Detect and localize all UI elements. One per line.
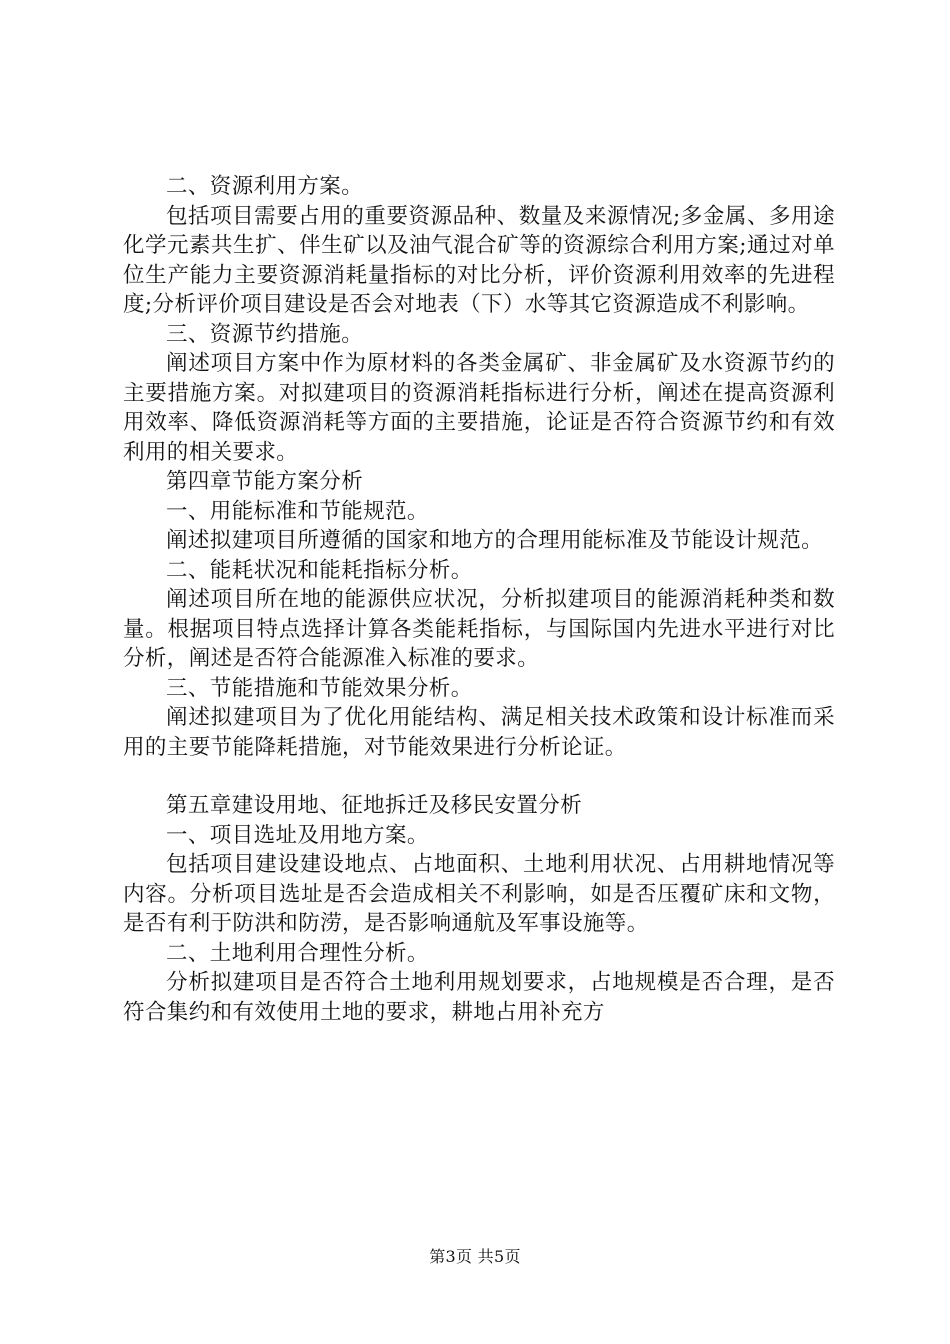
section-heading-land-use: 二、土地利用合理性分析。 (166, 940, 429, 966)
section-heading-resource-saving: 三、资源节约措施。 (166, 321, 364, 347)
paragraph-land-use: 分析拟建项目是否符合土地利用规划要求，占地规模是否合理，是否符合集约和有效使用土地的要求，耕地占用补充方 (123, 970, 835, 1025)
section-heading-energy-measures: 三、节能措施和节能效果分析。 (166, 675, 473, 701)
section-heading-energy-standards: 一、用能标准和节能规范。 (166, 498, 429, 524)
paragraph-energy-consumption: 阐述项目所在地的能源供应状况，分析拟建项目的能源消耗种类和数量。根据项目特点选择计算各类能耗指标，与国际国内先进水平进行对比分析，阐述是否符合能源准入标准的要求。 (123, 587, 835, 671)
section-heading-energy-consumption: 二、能耗状况和能耗指标分析。 (166, 557, 473, 583)
chapter-heading-4: 第四章节能方案分析 (166, 469, 364, 494)
paragraph-energy-measures: 阐述拟建项目为了优化用能结构、满足相关技术政策和设计标准而采用的主要节能降耗措施，对节能效果进行分析论证。 (123, 705, 835, 760)
document-body (123, 172, 835, 1027)
paragraph-resource-use: 包括项目需要占用的重要资源品种、数量及来源情况;多金属、多用途化学元素共生扩、伴生矿以及油气混合矿等的资源综合利用方案;通过对单位生产能力主要资源消耗量指标的对比分析，评价资源利用效率的先进程度;分析评价项目建设是否会对地表（下）水等其它资源造成不利影响。 (123, 203, 835, 317)
page-number-footer: 第3页 共5页 (429, 1247, 521, 1266)
chapter-heading-5: 第五章建设用地、征地拆迁及移民安置分析 (166, 793, 583, 818)
paragraph-energy-standards: 阐述拟建项目所遵循的国家和地方的合理用能标准及节能设计规范。 (166, 528, 824, 553)
section-heading-site-selection: 一、项目选址及用地方案。 (166, 822, 429, 848)
section-heading-resource-use: 二、资源利用方案。 (166, 174, 364, 199)
paragraph-resource-saving: 阐述项目方案中作为原材料的各类金属矿、非金属矿及水资源节约的主要措施方案。对拟建项目的资源消耗指标进行分析，阐述在提高资源利用效率、降低资源消耗等方面的主要措施，论证是否符合资源节约和有效利用的相关要求。 (123, 351, 835, 465)
paragraph-site-selection: 包括项目建设建设地点、占地面积、土地利用状况、占用耕地情况等内容。分析项目选址是否会造成相关不利影响，如是否压覆矿床和文物，是否有利于防洪和防涝，是否影响通航及军事设施等。 (123, 852, 835, 936)
